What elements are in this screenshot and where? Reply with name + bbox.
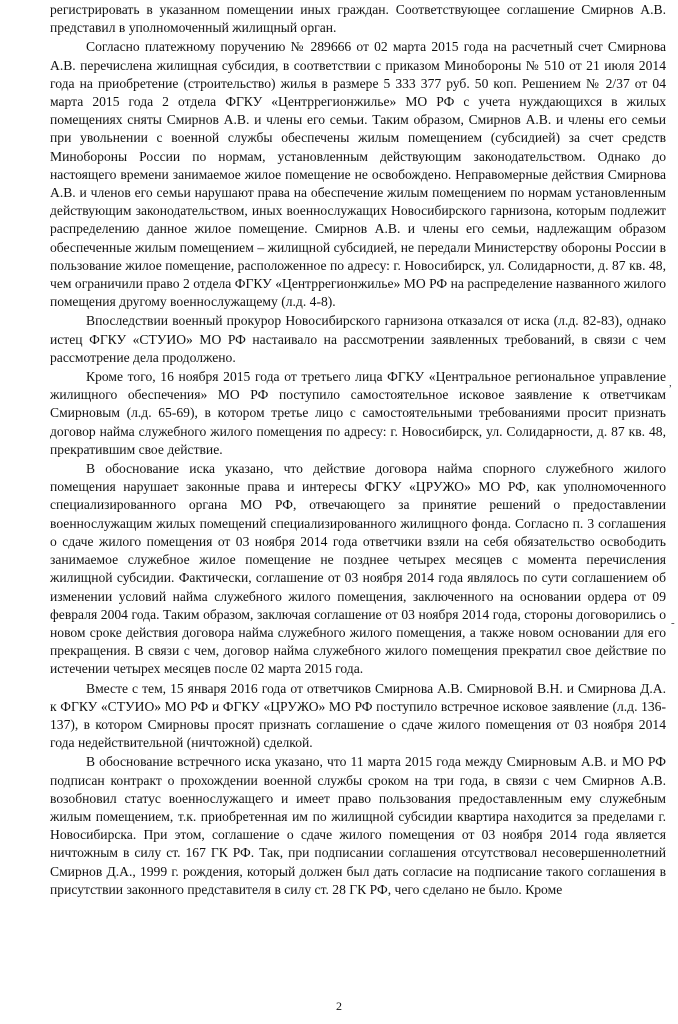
document-body [50,1,666,899]
paragraph-claim-grounds: В обоснование иска указано, что действие договора найма спорного служебного жилого помещения нарушает законные права и интересы ФГКУ «ЦРУЖО» МО РФ, как уполномоченного специализированного органа МО РФ, отвечающего за принятие решений о предоставлении военнослужащим жилых помещений специализированного жилищного фонда. Согласно п. 3 соглашения о сдаче жилого помещения от 03 ноября 2014 года ответчики взяли на себя обязательство освободить занимаемое служебное жилое помещение не позднее четырех месяцев с момента перечисления жилищной субсидии. Фактически, соглашение от 03 ноября 2014 года являлось по сути соглашением об изменении условий найма служебного жилого помещения, заключенного на основании ордера от 09 февраля 2004 года. Таким образом, заключая соглашение от 03 ноября 2014 года, стороны договорились о новом сроке действия договора найма служебного жилого помещения, а также новом основании для его прекращения. В связи с чем, договор найма служебного жилого помещения прекратил свое действие по истечении четырех месяцев после 02 марта 2015 года. [50,461,666,677]
margin-mark: , [669,377,672,389]
paragraph-prosecutor-withdrawal: Впоследствии военный прокурор Новосибирского гарнизона отказался от иска (л.д. 82-83), однако истец ФГКУ «СТУИО» МО РФ настаивало на рассмотрении заявленных требований, в связи с чем рассмотрение дела продолжено. [50,313,666,365]
paragraph-third-party-claim: Кроме того, 16 ноября 2015 года от третьего лица ФГКУ «Центральное региональное управление жилищного обеспечения» МО РФ поступило самостоятельное исковое заявление к ответчикам Смирновым (л.д. 65-69), в котором третье лицо с самостоятельными требованиями просит признать договор найма служебного жилого помещения по адресу: г. Новосибирск, ул. Солидарности, д. 87 кв. 48, прекратившим свое действие. [50,369,666,457]
paragraph-counterclaim: Вместе с тем, 15 января 2016 года от ответчиков Смирнова А.В. Смирновой В.Н. и Смирнова Д.А. к ФГКУ «СТУИО» МО РФ и ФГКУ «ЦРУЖО» МО РФ поступило встречное исковое заявление (л.д. 136-137), в котором Смирновы просят признать соглашение о сдаче жилого помещения от 03 ноября 2014 года недействительной (ничтожной) сделкой. [50,680,666,751]
paragraph-counterclaim-grounds: В обоснование встречного иска указано, что 11 марта 2015 года между Смирновым А.В. и МО РФ подписан контракт о прохождении военной службы сроком на три года, в связи с чем Смирнов А.В. возобновил статус военнослужащего и имеет право пользования предоставленным ему служебным жилым помещением, т.к. приобретенная им по жилищной субсидии квартира находится за пределами г. Новосибирска. При этом, соглашение о сдаче жилого помещения от 03 ноября 2014 года является ничтожным в силу ст. 167 ГК РФ. Так, при подписании соглашения отсутствовал несовершеннолетний Смирнов Д.А., 1999 г. рождения, который должен был дать согласие на подписание такого соглашения в присутствии законного представителя в силу ст. 28 ГК РФ, чего сделано не было. Кроме [50,754,666,897]
paragraph-payment-order: Согласно платежному поручению № 289666 от 02 марта 2015 года на расчетный счет Смирнова А.В. перечислена жилищная субсидия, в соответствии с приказом Минобороны № 510 от 21 июля 2014 года на приобретение (строительство) жилья в размере 5 333 377 руб. 50 коп. Решением № 2/37 от 04 марта 2015 года 2 отдела ФГКУ «Центррегионжилье» МО РФ с учета нуждающихся в жилых помещениях сняты Смирнов А.В. и члены его семьи. Таким образом, Смирнов А.В. и члены его семьи при увольнении с военной службы обеспечены жилым помещением (субсидией) за счет средств Минобороны России по нормам, установленным действующим законодательством. Однако до настоящего времени занимаемое жилое помещение не освобождено. Неправомерные действия Смирнова А.В. и членов его семьи нарушают права на обеспечение жилым помещением по нормам установленным действующим законодательством, иных военнослужащих Новосибирского гарнизона, которым подлежит распределению данное жилое помещение. Смирнов А.В. и члены его семьи, надлежащим образом обеспеченные жилым помещением – жилищной субсидией, не передали Министерству обороны России в пользование жилое помещение, расположенное по адресу: г. Новосибирск, ул. Солидарности, д. 87 кв. 48, чем ограничили право 2 отдела ФГКУ «Центррегионжилье» МО РФ на распределение названного жилого помещения другому военнослужащему (л.д. 4-8). [50,39,666,310]
margin-mark: - [671,617,675,629]
page-number: 2 [336,999,342,1013]
paragraph-continuation: регистрировать в указанном помещении иных граждан. Соответствующее соглашение Смирнов А.В. представил в уполномоченный жилищный орган. [50,2,666,36]
